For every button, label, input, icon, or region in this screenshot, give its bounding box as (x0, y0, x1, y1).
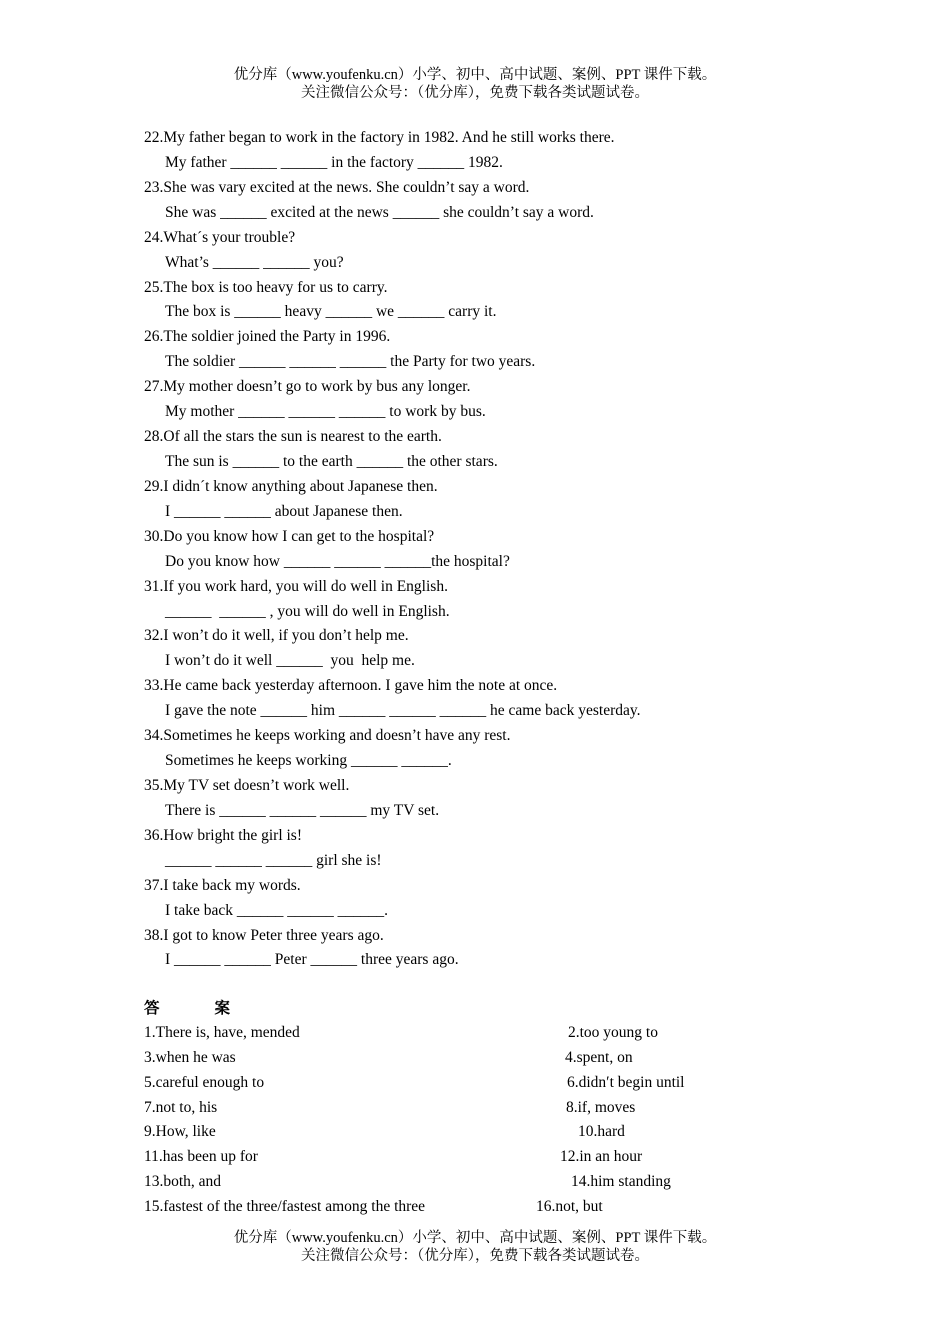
question-text: 36.How bright the girl is! (144, 826, 302, 844)
answer-left: 5.careful enough to (144, 1073, 265, 1091)
answer-template: ______ ______ ______ girl she is! (165, 851, 382, 869)
question-text: 30.Do you know how I can get to the hospital? (144, 527, 435, 545)
question-38 (144, 924, 844, 974)
question-28 (144, 425, 844, 475)
question-29 (144, 475, 844, 525)
answer-template: ______ ______ , you will do well in English. (165, 602, 450, 620)
question-33 (144, 674, 844, 724)
question-32 (144, 624, 844, 674)
answer-row (144, 1145, 844, 1170)
page-footer (0, 1229, 950, 1265)
answer-right: 6.didn′t begin until (567, 1073, 685, 1091)
answer-left: 15.fastest of the three/fastest among the three (144, 1197, 426, 1215)
answer-row (144, 1046, 844, 1071)
answer-template: The soldier ______ ______ ______ the Party for two years. (165, 353, 536, 371)
question-text: 28.Of all the stars the sun is nearest to the earth. (144, 428, 442, 446)
question-30 (144, 525, 844, 575)
question-text: 32.I won’t do it well, if you don’t help me. (144, 627, 409, 645)
question-text: 24.What´s your trouble? (144, 228, 296, 246)
answer-row (144, 1071, 844, 1096)
answer-left: 9.How, like (144, 1123, 216, 1141)
answer-left: 3.when he was (144, 1048, 236, 1066)
question-24 (144, 226, 844, 276)
question-text: 34.Sometimes he keeps working and doesn’t have any rest. (144, 727, 511, 745)
answer-row (144, 1195, 844, 1220)
answer-left: 11.has been up for (144, 1148, 258, 1166)
page-header (0, 66, 950, 102)
answer-template: What’s ______ ______ you? (165, 253, 344, 271)
footer-line-2: 关注微信公众号：（优分库），免费下载各类试题试卷。 (301, 1248, 649, 1264)
question-26 (144, 325, 844, 375)
question-31 (144, 575, 844, 625)
question-23 (144, 176, 844, 226)
answer-template: Sometimes he keeps working ______ ______. (165, 752, 452, 770)
answer-template: I won’t do it well ______ you help me. (165, 652, 415, 670)
question-37 (144, 874, 844, 924)
header-line-2: 关注微信公众号：（优分库），免费下载各类试题试卷。 (301, 85, 649, 101)
answer-right: 8.if, moves (566, 1098, 636, 1116)
question-36 (144, 824, 844, 874)
answer-row (144, 1021, 844, 1046)
answer-template: I ______ ______ about Japanese then. (165, 502, 403, 520)
answer-template: I ______ ______ Peter ______ three years ago. (165, 951, 459, 969)
question-text: 31.If you work hard, you will do well in English. (144, 577, 448, 595)
question-text: 22.My father began to work in the factory in 1982. And he still works there. (144, 129, 615, 146)
question-text: 37.I take back my words. (144, 876, 301, 894)
question-22 (144, 126, 844, 176)
answer-row (144, 1120, 844, 1145)
answer-right: 14.him standing (571, 1173, 671, 1191)
answer-right: 16.not, but (536, 1197, 603, 1215)
question-text: 25.The box is too heavy for us to carry. (144, 278, 388, 296)
answer-template: Do you know how ______ ______ ______the hospital? (165, 552, 510, 570)
answer-template: I gave the note ______ him ______ ______ ______ he came back yesterday. (165, 702, 641, 720)
question-text: 33.He came back yesterday afternoon. I gave him the note at once. (144, 677, 558, 695)
answer-row (144, 1170, 844, 1195)
question-text: 29.I didn´t know anything about Japanese then. (144, 477, 438, 495)
answer-right: 2.too young to (568, 1024, 658, 1041)
question-text: 23.She was vary excited at the news. She couldn’t say a word. (144, 178, 530, 196)
answers-heading (144, 997, 230, 1021)
question-34 (144, 724, 844, 774)
answer-template: I take back ______ ______ ______. (165, 901, 388, 919)
answer-left: 7.not to, his (144, 1098, 218, 1116)
answers-heading-char-1: 答 (144, 1000, 160, 1017)
question-text: 35.My TV set doesn’t work well. (144, 776, 350, 794)
answer-right: 4.spent, on (565, 1048, 633, 1066)
answer-template: My father ______ ______ in the factory ______ 1982. (165, 153, 503, 171)
question-27 (144, 375, 844, 425)
answers-heading-char-2: 案 (214, 1000, 231, 1017)
question-text: 38.I got to know Peter three years ago. (144, 926, 384, 944)
answer-right: 12.in an hour (560, 1148, 643, 1166)
question-35 (144, 774, 844, 824)
answer-left: 13.both, and (144, 1173, 222, 1191)
question-text: 26.The soldier joined the Party in 1996. (144, 328, 391, 346)
answer-left: 1.There is, have, mended (144, 1024, 300, 1041)
answer-template: My mother ______ ______ ______ to work by bus. (165, 403, 486, 421)
question-25 (144, 276, 844, 326)
answer-row (144, 1096, 844, 1121)
answer-template: The box is ______ heavy ______ we ______ carry it. (165, 303, 497, 321)
footer-line-1: 优分库（www.youfenku.cn）小学、初中、高中试题、案例、PPT 课件下载。 (233, 1230, 717, 1246)
header-line-1: 优分库（www.youfenku.cn）小学、初中、高中试题、案例、PPT 课件下载。 (233, 67, 717, 83)
answer-template: There is ______ ______ ______ my TV set. (165, 801, 440, 819)
question-text: 27.My mother doesn’t go to work by bus any longer. (144, 378, 471, 396)
answer-key (144, 1021, 844, 1220)
answer-template: The sun is ______ to the earth ______ the other stars. (165, 452, 498, 470)
answer-right: 10.hard (578, 1123, 625, 1141)
answer-template: She was ______ excited at the news ______ she couldn’t say a word. (165, 203, 594, 221)
question-list (144, 126, 844, 973)
